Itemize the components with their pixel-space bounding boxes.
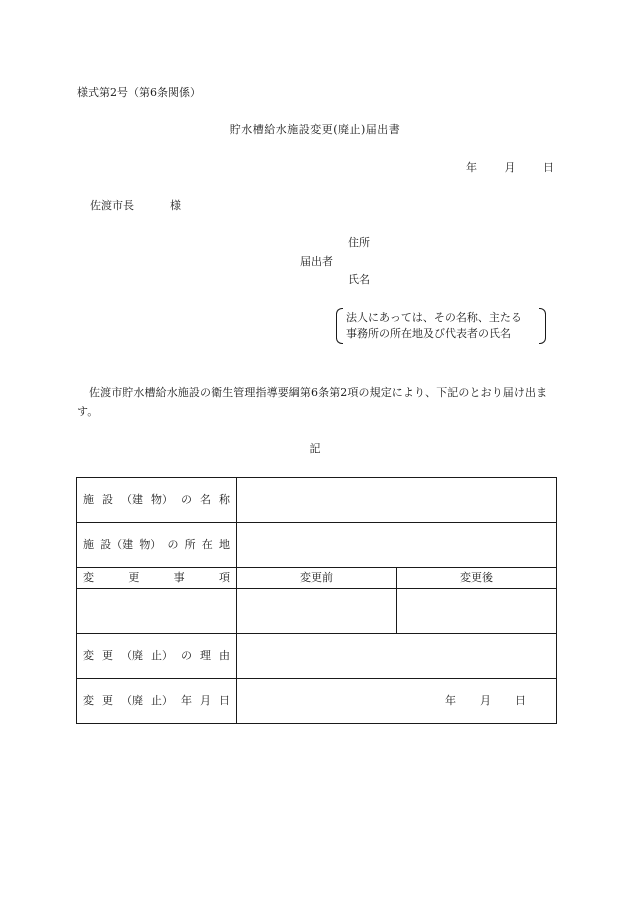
change-item-label: 変 更 事 項 xyxy=(77,568,237,589)
notification-table xyxy=(76,477,557,724)
change-date-field[interactable] xyxy=(237,679,557,724)
notifier-label: 届出者 xyxy=(300,255,333,268)
change-header-row xyxy=(77,568,557,589)
left-bracket xyxy=(336,308,343,344)
body-text: 佐渡市貯水槽給水施設の衛生管理指導要綱第6条第2項の規定により、下記のとおり届け出ます。 xyxy=(77,386,548,418)
facility-name-field[interactable] xyxy=(237,478,557,523)
right-bracket xyxy=(539,308,546,344)
facility-name-row xyxy=(77,478,557,523)
facility-location-row xyxy=(77,523,557,568)
change-item-field[interactable] xyxy=(77,589,237,634)
after-label: 変更後 xyxy=(397,568,557,589)
facility-location-field[interactable] xyxy=(237,523,557,568)
addressee-honorific: 様 xyxy=(170,199,181,212)
change-date-label: 変 更 （廃 止） 年 月 日 xyxy=(77,679,237,724)
submission-date xyxy=(466,161,554,174)
form-number: 様式第2号（第6条関係） xyxy=(77,86,201,99)
ki-heading: 記 xyxy=(309,442,321,455)
before-label: 変更前 xyxy=(237,568,397,589)
change-detail-row xyxy=(77,589,557,634)
corporate-note-line-1: 法人にあっては、その名称、主たる xyxy=(346,311,522,324)
month-label: 月 xyxy=(504,161,516,174)
addressee xyxy=(90,199,181,212)
change-date-row xyxy=(77,679,557,724)
before-field[interactable] xyxy=(237,589,397,634)
reason-label: 変 更 （廃 止） の 理 由 xyxy=(77,634,237,679)
reason-row xyxy=(77,634,557,679)
year-label: 年 xyxy=(466,161,477,174)
corporate-note-line-2: 事務所の所在地及び代表者の氏名 xyxy=(346,327,511,340)
document-title: 貯水槽給水施設変更(廃止)届出書 xyxy=(229,123,401,136)
address-label: 住所 xyxy=(348,236,370,249)
addressee-name: 佐渡市長 xyxy=(90,199,134,212)
change-day-label: 日 xyxy=(515,694,526,708)
name-label: 氏名 xyxy=(348,273,370,286)
facility-name-label: 施 設 （建 物） の 名 称 xyxy=(77,478,237,523)
corporate-note-text xyxy=(346,310,522,342)
change-month-label: 月 xyxy=(480,694,491,708)
corporate-note xyxy=(336,308,546,344)
after-field[interactable] xyxy=(397,589,557,634)
reason-field[interactable] xyxy=(237,634,557,679)
facility-location-label: 施 設（建 物） の 所 在 地 xyxy=(77,523,237,568)
change-year-label: 年 xyxy=(445,694,456,708)
day-label: 日 xyxy=(543,161,554,174)
